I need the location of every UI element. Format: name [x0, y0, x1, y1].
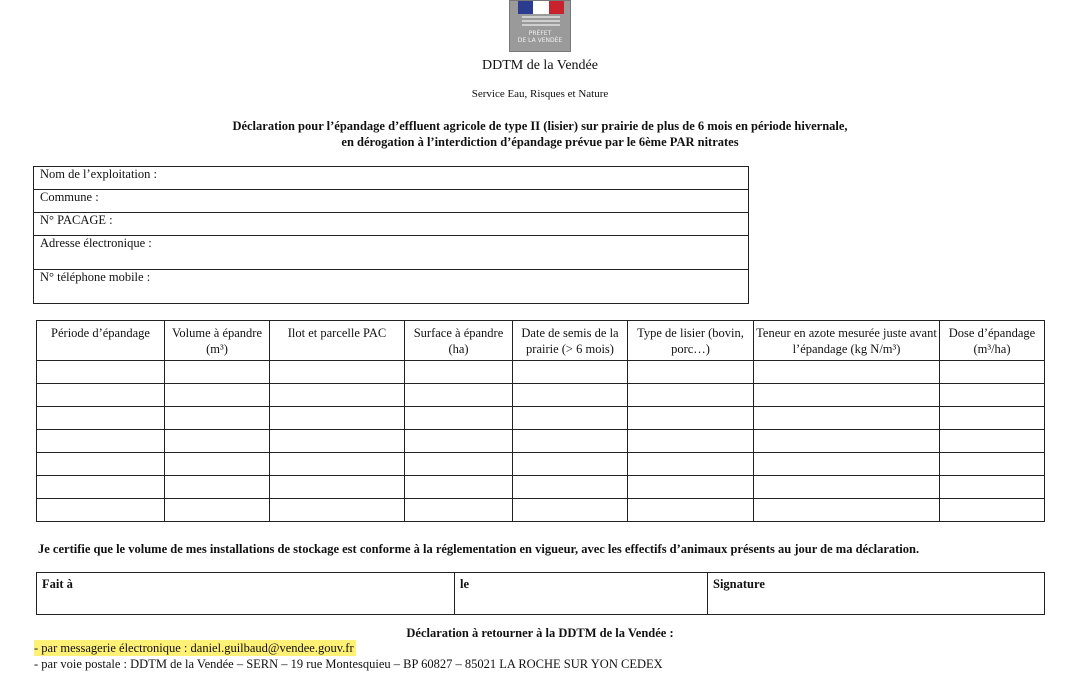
form-title-line-1: Déclaration pour l’épandage d’effluent agricole de type II (lisier) sur prairie de plus de 6 mois en période hivernale,: [232, 119, 848, 133]
table-cell[interactable]: [405, 384, 513, 407]
table-cell[interactable]: [37, 430, 165, 453]
col-header-volume: Volume à épandre (m³): [165, 321, 270, 361]
table-cell[interactable]: [165, 430, 270, 453]
table-cell[interactable]: [37, 453, 165, 476]
table-cell[interactable]: [165, 407, 270, 430]
table-row: [37, 361, 1045, 384]
table-cell[interactable]: [940, 476, 1045, 499]
col-header-nitrogen: Teneur en azote mesurée juste avant l’épandage (kg N/m³): [754, 321, 940, 361]
field-pacage[interactable]: [34, 213, 749, 236]
table-row: [37, 476, 1045, 499]
col-header-surface: Surface à épandre (ha): [405, 321, 513, 361]
return-title: Déclaration à retourner à la DDTM de la Vendée :: [406, 626, 674, 640]
table-cell[interactable]: [270, 384, 405, 407]
table-cell[interactable]: [940, 407, 1045, 430]
table-cell[interactable]: [754, 453, 940, 476]
table-cell[interactable]: [165, 384, 270, 407]
place-label: Fait à: [42, 577, 73, 591]
tricolor-flag-icon: [518, 1, 564, 14]
table-cell[interactable]: [405, 407, 513, 430]
table-cell[interactable]: [405, 361, 513, 384]
col-header-dose: Dose d’épandage (m³/ha): [940, 321, 1045, 361]
field-label: Nom de l’exploitation :: [40, 167, 157, 181]
table-cell[interactable]: [165, 476, 270, 499]
table-cell[interactable]: [37, 499, 165, 522]
field-label: Commune :: [40, 190, 99, 204]
table-cell[interactable]: [270, 476, 405, 499]
prefet-logo: [509, 0, 571, 52]
table-cell[interactable]: [628, 499, 754, 522]
table-cell[interactable]: [754, 430, 940, 453]
table-cell[interactable]: [405, 476, 513, 499]
table-row: [37, 384, 1045, 407]
table-cell[interactable]: [405, 453, 513, 476]
logo-text: PRÉFET DE LA VENDÉE: [517, 30, 563, 44]
table-cell[interactable]: [754, 476, 940, 499]
field-place[interactable]: [37, 573, 455, 615]
table-cell[interactable]: [513, 430, 628, 453]
field-commune[interactable]: [34, 190, 749, 213]
table-row: [37, 453, 1045, 476]
field-farm-name[interactable]: [34, 167, 749, 190]
table-cell[interactable]: [405, 499, 513, 522]
table-cell[interactable]: [37, 476, 165, 499]
table-cell[interactable]: [513, 361, 628, 384]
form-title-line-2: en dérogation à l’interdiction d’épandage prévue par le 6ème PAR nitrates: [341, 135, 739, 149]
table-cell[interactable]: [270, 499, 405, 522]
table-cell[interactable]: [628, 453, 754, 476]
signature-table: [36, 572, 1045, 615]
spreading-table: [36, 320, 1045, 522]
table-cell[interactable]: [513, 476, 628, 499]
table-header-row: [37, 321, 1045, 361]
field-label: Adresse électronique :: [40, 236, 152, 250]
table-cell[interactable]: [270, 430, 405, 453]
col-header-slurry-type: Type de lisier (bovin, porc…): [628, 321, 754, 361]
table-cell[interactable]: [270, 361, 405, 384]
logo-motto: [522, 16, 560, 28]
col-header-sowing-date: Date de semis de la prairie (> 6 mois): [513, 321, 628, 361]
table-cell[interactable]: [754, 407, 940, 430]
field-email[interactable]: [34, 236, 749, 270]
table-cell[interactable]: [940, 453, 1045, 476]
field-label: N° PACAGE :: [40, 213, 113, 227]
table-cell[interactable]: [628, 407, 754, 430]
table-cell[interactable]: [37, 384, 165, 407]
table-cell[interactable]: [754, 499, 940, 522]
signature-label: Signature: [713, 577, 765, 591]
date-label: le: [460, 577, 470, 591]
field-mobile-phone[interactable]: [34, 270, 749, 304]
table-cell[interactable]: [513, 453, 628, 476]
table-row: [37, 407, 1045, 430]
table-cell[interactable]: [628, 476, 754, 499]
table-cell[interactable]: [628, 430, 754, 453]
col-header-parcel: Ilot et parcelle PAC: [270, 321, 405, 361]
table-row: [37, 430, 1045, 453]
form-title: [0, 118, 1080, 150]
table-cell[interactable]: [754, 384, 940, 407]
table-cell[interactable]: [165, 499, 270, 522]
col-header-period: Période d’épandage: [37, 321, 165, 361]
table-cell[interactable]: [940, 430, 1045, 453]
field-label: N° téléphone mobile :: [40, 270, 151, 284]
table-cell[interactable]: [513, 407, 628, 430]
field-date[interactable]: [455, 573, 708, 615]
field-signature[interactable]: [708, 573, 1045, 615]
return-email-line[interactable]: - par messagerie électronique : daniel.guilbaud@vendee.gouv.fr: [34, 641, 354, 655]
table-cell[interactable]: [513, 384, 628, 407]
table-cell[interactable]: [165, 361, 270, 384]
table-row: [37, 499, 1045, 522]
table-cell[interactable]: [270, 407, 405, 430]
organization-name: DDTM de la Vendée: [482, 58, 598, 73]
table-cell[interactable]: [513, 499, 628, 522]
table-cell[interactable]: [37, 361, 165, 384]
table-cell[interactable]: [940, 361, 1045, 384]
table-cell[interactable]: [405, 430, 513, 453]
table-cell[interactable]: [165, 453, 270, 476]
table-cell[interactable]: [37, 407, 165, 430]
table-cell[interactable]: [940, 499, 1045, 522]
identification-table: [33, 166, 749, 304]
return-postal-line: - par voie postale : DDTM de la Vendée – SERN – 19 rue Montesquieu – BP 60827 – 85021 LA ROCHE SUR YON CEDEX: [34, 657, 663, 671]
table-cell[interactable]: [628, 361, 754, 384]
table-cell[interactable]: [754, 361, 940, 384]
certification-statement: Je certifie que le volume de mes installations de stockage est conforme à la réglementation en vigueur, avec les effectifs d’animaux présents au jour de ma déclaration.: [38, 542, 920, 556]
table-cell[interactable]: [628, 384, 754, 407]
table-cell[interactable]: [270, 453, 405, 476]
service-name: Service Eau, Risques et Nature: [471, 88, 609, 100]
table-cell[interactable]: [940, 384, 1045, 407]
